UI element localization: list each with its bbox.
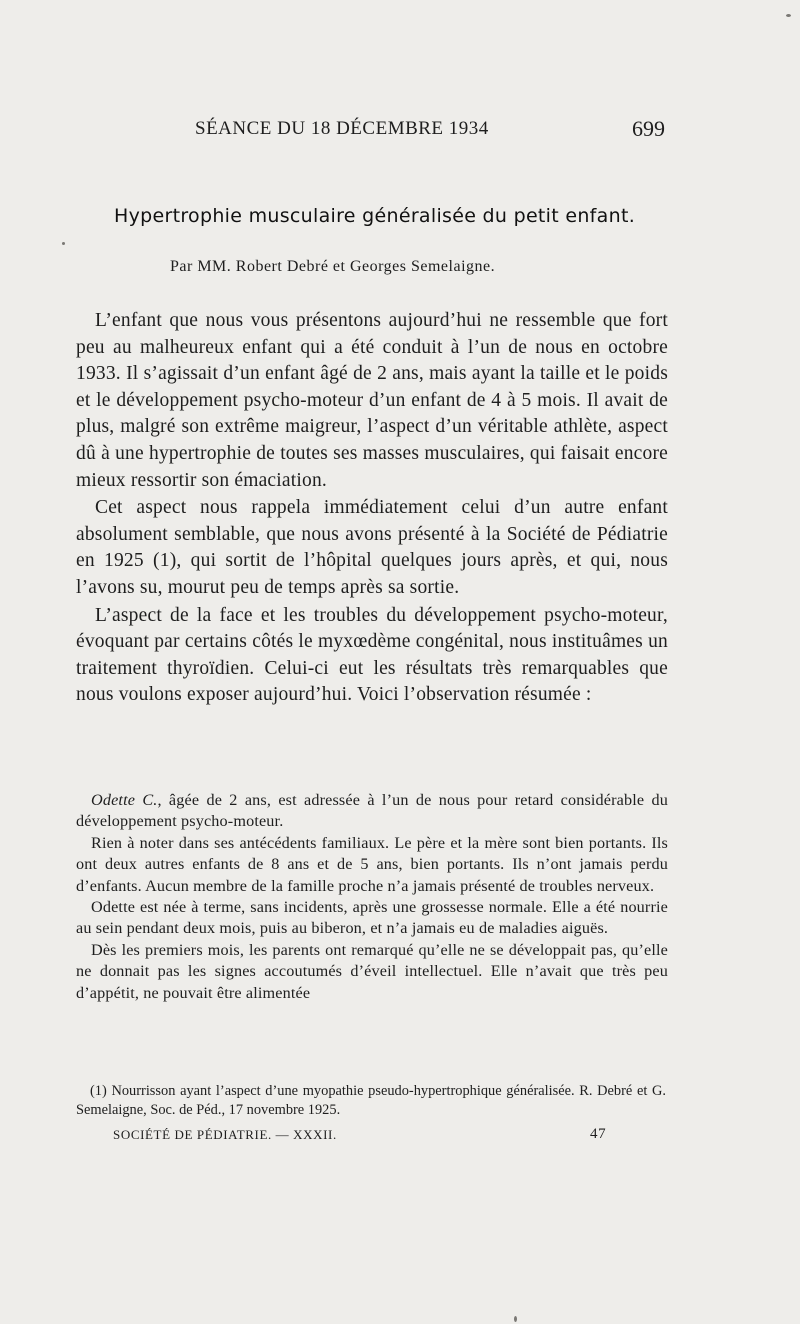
observation-paragraph: Odette est née à terme, sans incidents, après une grossesse normale. Elle a été nourrie au sein pendant deux mois, puis au biberon, et n’a jamais eu de maladies aiguës. — [76, 898, 668, 938]
page-number: 699 — [632, 116, 665, 141]
patient-name: Odette C. — [91, 791, 158, 809]
observation-text — [76, 790, 668, 1004]
observation-intro: , âgée de 2 ans, est adressée à l’un de nous pour retard considérable du développement psycho-moteur. — [76, 791, 668, 831]
body-paragraph: Cet aspect nous rappela immédiatement celui d’un autre enfant absolument semblable, que nous avons présenté à la Société de Pédiatrie en 1925 (1), qui sortit de l’hôpital quelques jours après, et qui, nous l’avons su, mourut peu de temps après sa sortie. — [76, 497, 668, 598]
article-authors: Par MM. Robert Debré et Georges Semelaigne. — [170, 258, 496, 275]
article-title: Hypertrophie musculaire généralisée du petit enfant. — [114, 205, 636, 227]
body-text — [76, 308, 668, 709]
observation-paragraph: Rien à noter dans ses antécédents familiaux. Le père et la mère sont bien portants. Ils ont deux autres enfants de 8 ans et de 5 ans, bien portants. Ils n’ont jamais perdu d’enfants. Aucun membre de la famille proche n’a jamais présenté de troubles nerveux. — [76, 833, 668, 895]
footnote-text: (1) Nourrisson ayant l’aspect d’une myopathie pseudo-hypertrophique généralisée. R. Debré et G. Semelaigne, Soc. de Péd., 17 novembre 1925. — [76, 1083, 666, 1118]
scan-speck — [514, 1316, 517, 1322]
scan-speck — [62, 242, 65, 245]
body-paragraph: L’aspect de la face et les troubles du développement psycho-moteur, évoquant par certains côtés le myxœdème congénital, nous instituâmes un traitement thyroïdien. Celui-ci eut les résultats très remarquables que nous voulons exposer aujourd’hui. Voici l’observation résumée : — [76, 604, 668, 706]
signature-journal: SOCIÉTÉ DE PÉDIATRIE. — XXXII. — [113, 1127, 337, 1142]
body-paragraph: L’enfant que nous vous présentons aujourd’hui ne ressemble que fort peu au malheureux enfant qui a été conduit à l’un de nous en octobre 1933. Il s’agissait d’un enfant âgé de 2 ans, mais ayant la taille et le poids et le développement psycho-moteur d’un enfant de 4 à 5 mois. Il avait de plus, malgré son extrême maigreur, l’aspect d’un véritable athlète, aspect dû à une hypertrophie de toutes ses masses musculaires, qui faisait encore mieux ressortir son émaciation. — [76, 310, 668, 491]
scan-speck — [786, 14, 791, 17]
running-head: SÉANCE DU 18 DÉCEMBRE 1934 — [195, 118, 489, 139]
observation-paragraph — [76, 790, 668, 833]
signature-number: 47 — [590, 1126, 607, 1142]
signature-line — [76, 1127, 666, 1147]
footnote — [76, 1082, 666, 1120]
observation-paragraph: Dès les premiers mois, les parents ont remarqué qu’elle ne se développait pas, qu’elle ne donnait pas les signes accoutumés d’éveil intellectuel. Elle n’avait que très peu d’appétit, ne pouvait être alimentée — [76, 940, 668, 1002]
